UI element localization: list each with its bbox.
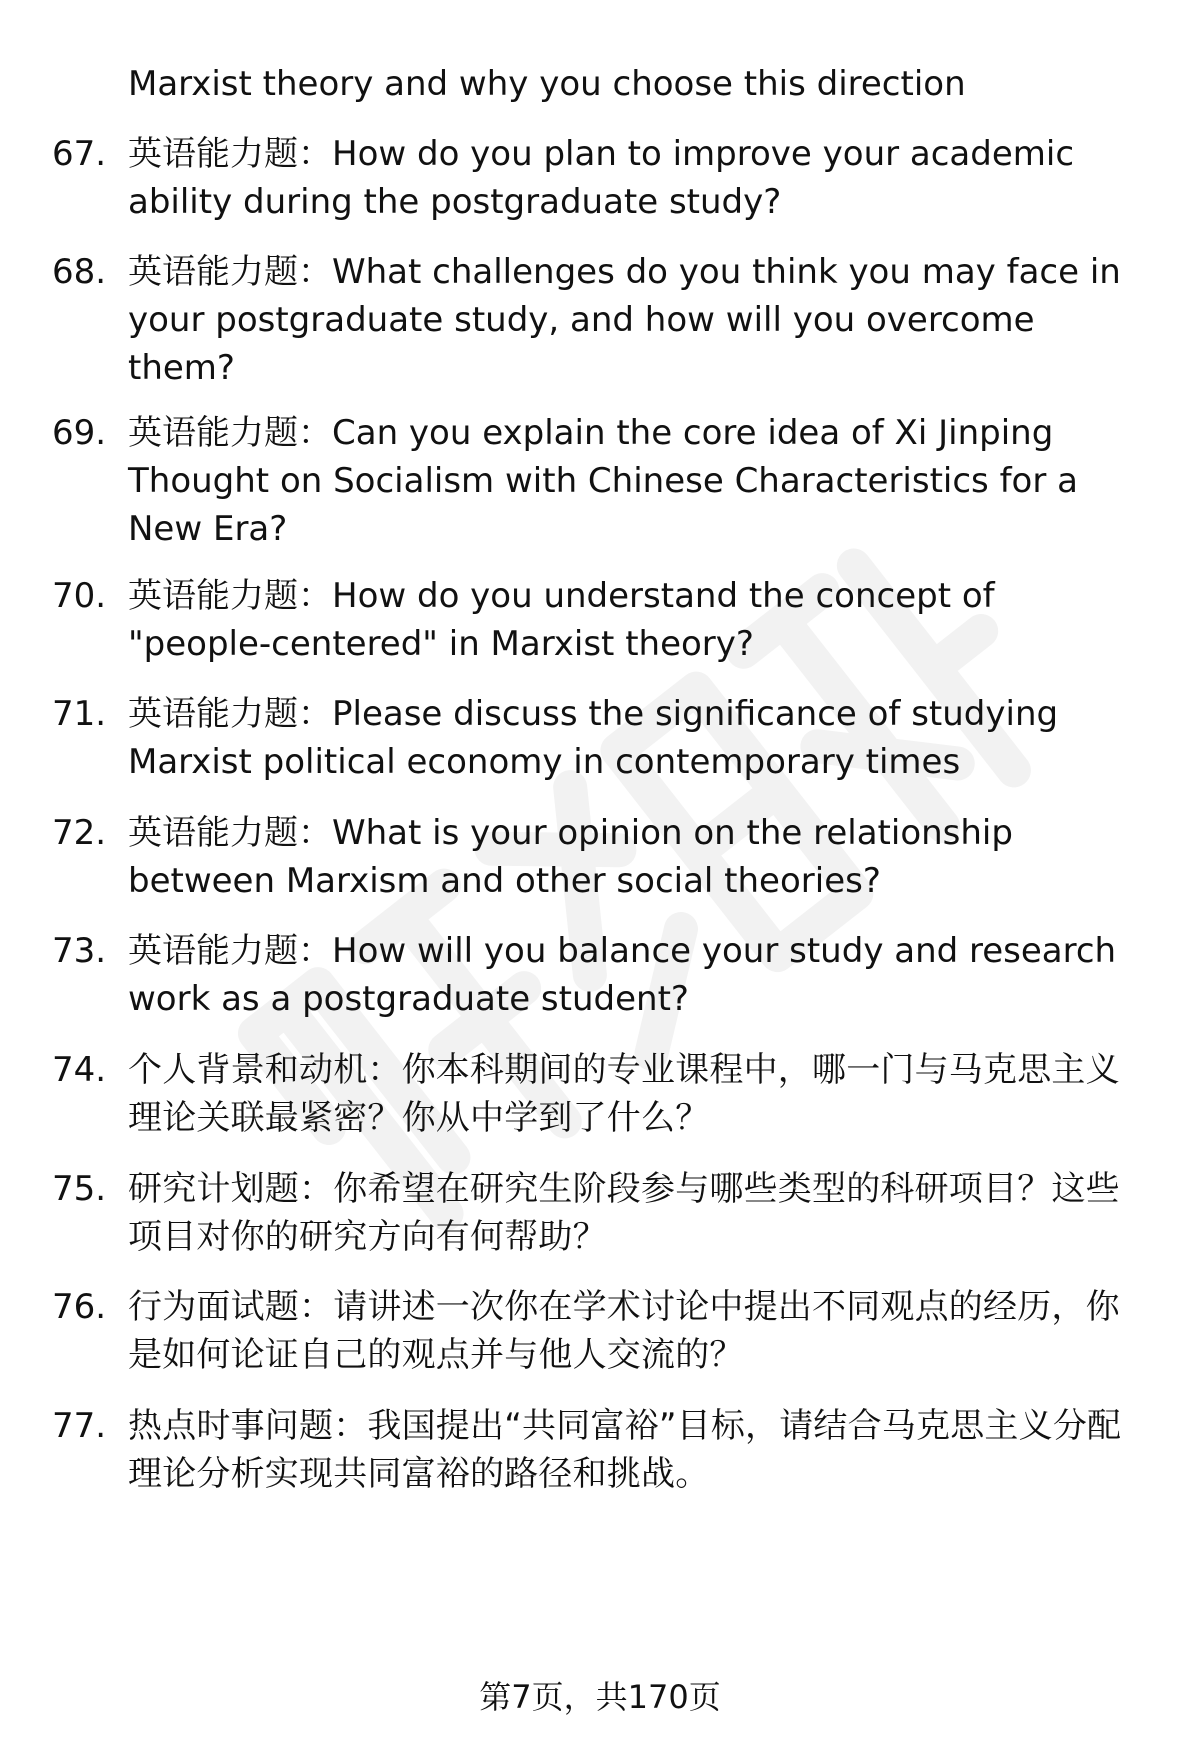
question-text: 英语能力题：How do you understand the concept of "people-centered" in Marxist theory? [128,576,995,664]
question-number: 71. [52,694,107,734]
question-number: 72. [52,813,107,853]
question-number: 74. [52,1050,107,1090]
question-text: 英语能力题：Please discuss the significance of studying Marxist political economy in contemporary times [128,694,1059,782]
page-number-footer: 第7页，共170页 [479,1678,721,1716]
question-text: 个人背景和动机：你本科期间的专业课程中，哪一门与马克思主义理论关联最紧密？你从中学到了什么？ [128,1050,1120,1138]
question-number: 70. [52,576,107,616]
question-text: 英语能力题：What is your opinion on the relationship between Marxism and other social theories? [128,813,1013,901]
question-text: 研究计划题：你希望在研究生阶段参与哪些类型的科研项目？这些项目对你的研究方向有何帮助？ [128,1169,1120,1257]
question-number: 76. [52,1287,107,1327]
question-number: 68. [52,252,107,292]
question-number: 67. [52,134,107,174]
question-text: 英语能力题：What challenges do you think you may face in your postgraduate study, and how will you overcome them? [128,252,1121,388]
question-number: 75. [52,1169,107,1209]
question-number: 69. [52,413,107,453]
continued-question-text: Marxist theory and why you choose this direction [128,64,966,104]
question-text: 行为面试题：请讲述一次你在学术讨论中提出不同观点的经历，你是如何论证自己的观点并与他人交流的？ [128,1287,1120,1375]
question-number: 77. [52,1406,107,1446]
question-number: 73. [52,931,107,971]
question-text: 英语能力题：How do you plan to improve your academic ability during the postgraduate study? [128,134,1075,222]
question-text: 热点时事问题：我国提出“共同富裕”目标，请结合马克思主义分配理论分析实现共同富裕的路径和挑战。 [128,1406,1122,1494]
question-text: 英语能力题：How will you balance your study and research work as a postgraduate student? [128,931,1117,1019]
question-text: 英语能力题：Can you explain the core idea of Xi Jinping Thought on Socialism with Chinese Characteristics for a New Era? [128,413,1078,549]
